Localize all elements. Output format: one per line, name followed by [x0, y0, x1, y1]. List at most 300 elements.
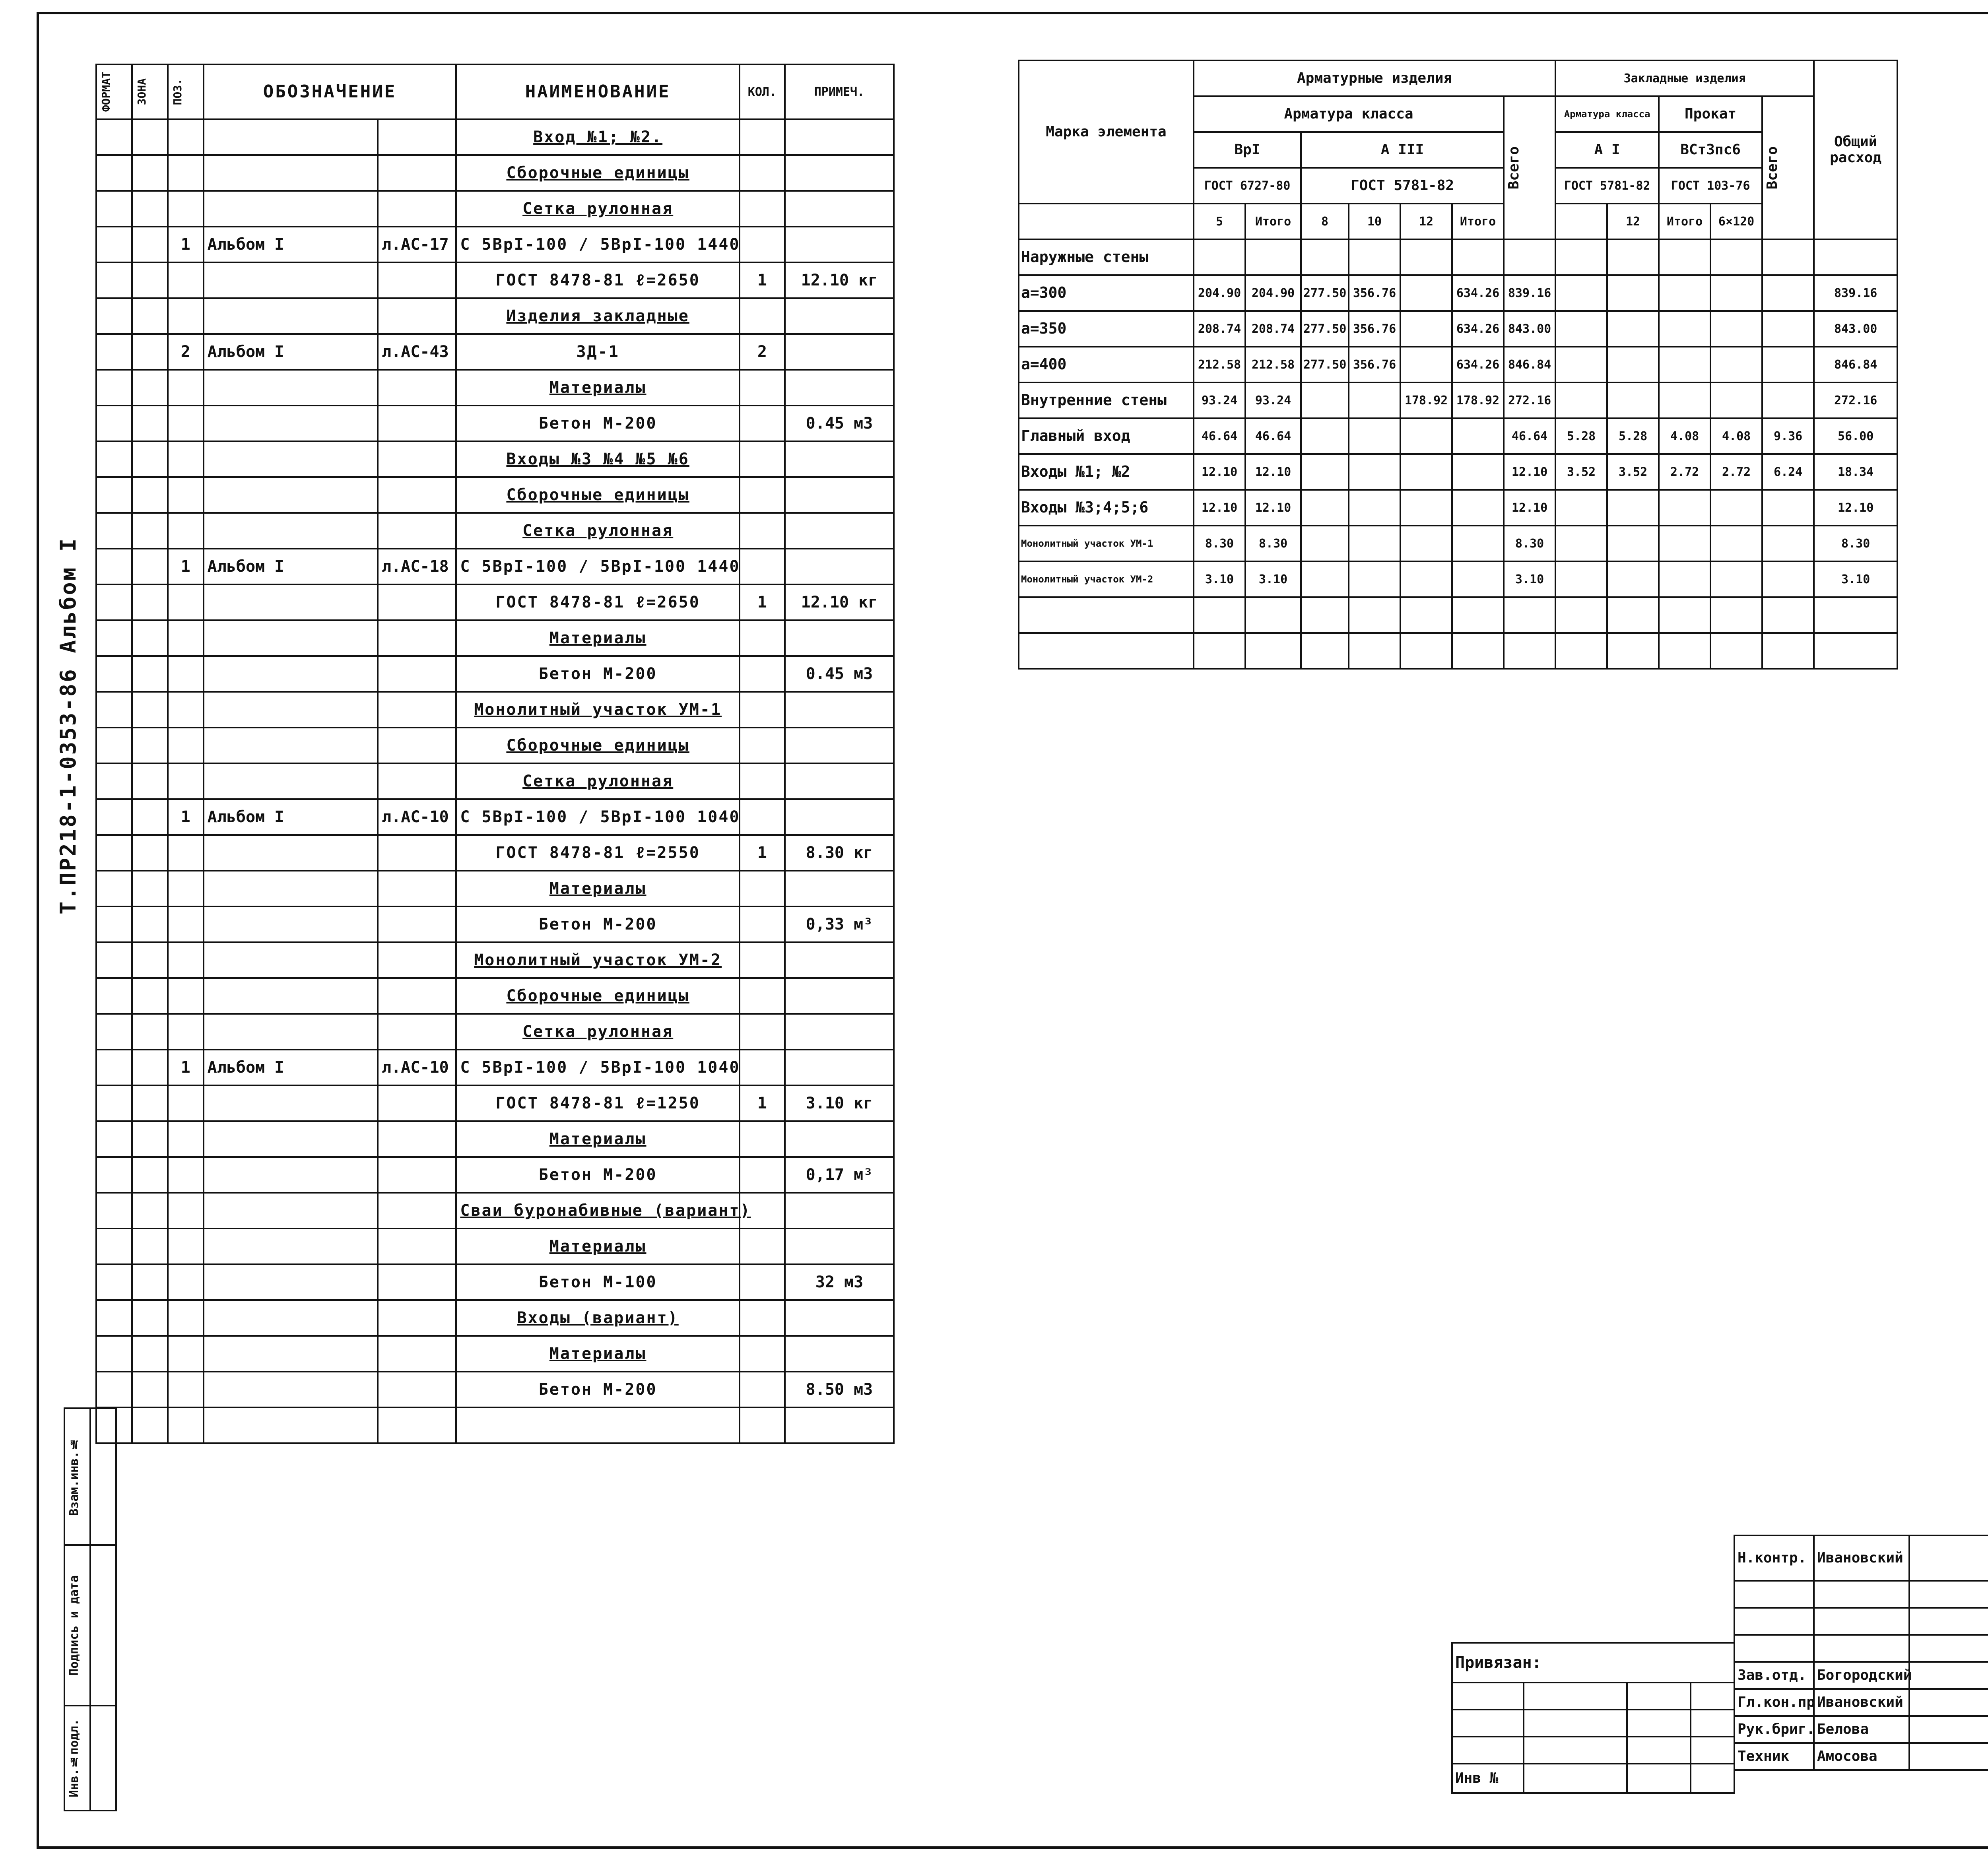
spec-row — [96, 1300, 894, 1336]
cell-poz — [168, 1336, 204, 1372]
cell-format — [96, 1157, 132, 1193]
h-vri: ВрI — [1194, 132, 1301, 168]
h-ai: А I — [1555, 132, 1659, 168]
steel-value: 3.52 — [1555, 454, 1607, 490]
privyazan-block — [1451, 1642, 1735, 1794]
cell-zona — [132, 978, 168, 1014]
strip-cell: Инв.№подл. — [64, 1706, 90, 1811]
steel-value — [1710, 311, 1762, 347]
h-vst: ВСт3пс6 — [1659, 132, 1762, 168]
priv-cell — [1691, 1764, 1734, 1793]
cell-poz: 1 — [168, 227, 204, 262]
cell-zona — [132, 1085, 168, 1121]
steel-row-label: Входы №3;4;5;6 — [1019, 490, 1194, 526]
steel-row — [1019, 561, 1897, 597]
h-armatura-klassa-small: Арматура класса — [1555, 96, 1659, 132]
steel-value — [1400, 311, 1452, 347]
cell-primech: 8.50 м3 — [785, 1372, 894, 1407]
cell-list — [378, 942, 456, 978]
steel-value — [1607, 633, 1659, 669]
cell-format — [96, 477, 132, 513]
steel-value — [1555, 382, 1607, 418]
steel-value — [1400, 275, 1452, 311]
steel-value — [1400, 454, 1452, 490]
cell-format — [96, 227, 132, 262]
cell-list — [378, 906, 456, 942]
cell-naimenovanie: Бетон М-200 — [456, 1372, 740, 1407]
spec-row — [96, 1085, 894, 1121]
steel-value — [1452, 239, 1504, 275]
cell-kol — [740, 871, 785, 906]
spec-row — [96, 763, 894, 799]
cell-naimenovanie: С 5ВрI-100 / 5ВрI-100 1440 — [456, 227, 740, 262]
cell-primech — [785, 119, 894, 155]
cell-primech — [785, 871, 894, 906]
steel-value: 843.00 — [1814, 311, 1897, 347]
strip-cell — [90, 1408, 116, 1545]
steel-value: 5.28 — [1607, 418, 1659, 454]
title-block — [1734, 1535, 1988, 1771]
cell-naimenovanie: Материалы — [456, 1229, 740, 1264]
spec-row — [96, 620, 894, 656]
cell-poz — [168, 441, 204, 477]
cell-list — [378, 1014, 456, 1050]
cell-primech: 0.45 м3 — [785, 406, 894, 441]
cell-format — [96, 692, 132, 728]
spec-row — [96, 692, 894, 728]
cell-kol — [740, 1014, 785, 1050]
role-name: Амосова — [1814, 1743, 1909, 1770]
steel-value — [1555, 347, 1607, 382]
steel-value — [1349, 454, 1400, 490]
cell-list — [378, 656, 456, 692]
steel-value — [1659, 347, 1710, 382]
cell-zona — [132, 620, 168, 656]
cell-oboznachenie — [204, 1407, 378, 1443]
cell-naimenovanie: С 5ВрI-100 / 5ВрI-100 1440 — [456, 549, 740, 584]
steel-value: 208.74 — [1194, 311, 1245, 347]
steel-value — [1301, 382, 1349, 418]
spec-row — [96, 334, 894, 370]
cell-poz — [168, 155, 204, 191]
cell-kol — [740, 1336, 785, 1372]
steel-value — [1814, 597, 1897, 633]
cell-format — [96, 1372, 132, 1407]
role-name — [1814, 1635, 1909, 1662]
steel-value — [1400, 526, 1452, 561]
spec-header-row — [96, 64, 894, 119]
steel-row — [1019, 382, 1897, 418]
cell-kol — [740, 549, 785, 584]
cell-kol — [740, 763, 785, 799]
cell-poz — [168, 1193, 204, 1229]
cell-poz — [168, 119, 204, 155]
priv-cell — [1524, 1737, 1627, 1764]
steel-value — [1814, 633, 1897, 669]
cell-kol — [740, 441, 785, 477]
steel-value: 634.26 — [1452, 275, 1504, 311]
left-stamp-strip — [64, 1407, 117, 1811]
cell-naimenovanie: Бетон М-200 — [456, 1157, 740, 1193]
steel-value: 277.50 — [1301, 275, 1349, 311]
steel-value: 843.00 — [1504, 311, 1555, 347]
spec-row — [96, 1407, 894, 1443]
cell-primech — [785, 298, 894, 334]
cell-kol — [740, 119, 785, 155]
cell-list — [378, 584, 456, 620]
cell-zona — [132, 1157, 168, 1193]
steel-row-label — [1019, 633, 1194, 669]
cell-format — [96, 155, 132, 191]
cell-zona — [132, 119, 168, 155]
sub-itogo: Итого — [1452, 204, 1504, 239]
cell-list — [378, 370, 456, 406]
steel-value — [1245, 597, 1301, 633]
signature-cell — [1909, 1581, 1988, 1608]
steel-value — [1659, 382, 1710, 418]
cell-kol — [740, 227, 785, 262]
role-label — [1734, 1635, 1814, 1662]
cell-zona — [132, 441, 168, 477]
cell-zona — [132, 1050, 168, 1085]
steel-row-label: Наружные стены — [1019, 239, 1194, 275]
cell-zona — [132, 549, 168, 584]
cell-oboznachenie: Альбом I — [204, 227, 378, 262]
cell-oboznachenie — [204, 1264, 378, 1300]
cell-zona — [132, 1264, 168, 1300]
cell-naimenovanie: Сетка рулонная — [456, 191, 740, 227]
steel-value — [1762, 347, 1814, 382]
cell-format — [96, 1193, 132, 1229]
col-zona: ЗОНА — [132, 64, 168, 119]
spec-row — [96, 370, 894, 406]
spec-row — [96, 441, 894, 477]
h-vsego-gap — [1555, 204, 1607, 239]
cell-primech — [785, 692, 894, 728]
steel-value — [1452, 490, 1504, 526]
priv-cell — [1452, 1737, 1524, 1764]
cell-list — [378, 298, 456, 334]
steel-value — [1607, 275, 1659, 311]
cell-zona — [132, 1336, 168, 1372]
cell-format — [96, 1085, 132, 1121]
steel-value — [1710, 597, 1762, 633]
priv-cell — [1524, 1764, 1627, 1793]
steel-row-label: a=400 — [1019, 347, 1194, 382]
steel-value: 12.10 — [1194, 454, 1245, 490]
cell-zona — [132, 370, 168, 406]
steel-value — [1349, 490, 1400, 526]
cell-poz — [168, 1085, 204, 1121]
spec-row — [96, 1193, 894, 1229]
h-vsego-1: Всего — [1504, 96, 1555, 239]
cell-poz — [168, 262, 204, 298]
sub-8: 8 — [1301, 204, 1349, 239]
priv-cell — [1627, 1737, 1691, 1764]
cell-format — [96, 728, 132, 763]
cell-kol — [740, 1157, 785, 1193]
cell-format — [96, 1264, 132, 1300]
steel-value — [1555, 633, 1607, 669]
steel-value: 12.10 — [1504, 490, 1555, 526]
steel-value: 3.10 — [1194, 561, 1245, 597]
steel-value: 3.52 — [1607, 454, 1659, 490]
cell-oboznachenie — [204, 978, 378, 1014]
cell-naimenovanie: ГОСТ 8478-81 ℓ=2650 — [456, 262, 740, 298]
cell-naimenovanie: Бетон М-200 — [456, 656, 740, 692]
steel-value — [1710, 490, 1762, 526]
cell-format — [96, 1121, 132, 1157]
cell-kol — [740, 692, 785, 728]
steel-value — [1400, 490, 1452, 526]
cell-kol — [740, 298, 785, 334]
cell-primech: 0,17 м³ — [785, 1157, 894, 1193]
steel-value: 3.10 — [1245, 561, 1301, 597]
steel-value — [1349, 382, 1400, 418]
cell-primech — [785, 1407, 894, 1443]
cell-naimenovanie: Материалы — [456, 370, 740, 406]
cell-primech — [785, 549, 894, 584]
h-gost103: ГОСТ 103-76 — [1659, 168, 1762, 204]
steel-row — [1019, 597, 1897, 633]
spec-row — [96, 1372, 894, 1407]
cell-oboznachenie — [204, 477, 378, 513]
priv-cell — [1452, 1683, 1524, 1710]
steel-value — [1504, 239, 1555, 275]
steel-value — [1504, 633, 1555, 669]
cell-naimenovanie — [456, 1407, 740, 1443]
h-gost5781b: ГОСТ 5781-82 — [1555, 168, 1659, 204]
steel-value: 272.16 — [1814, 382, 1897, 418]
steel-value — [1710, 347, 1762, 382]
spec-row — [96, 155, 894, 191]
steel-value — [1659, 561, 1710, 597]
cell-list — [378, 1085, 456, 1121]
cell-format — [96, 942, 132, 978]
strip-cell — [90, 1706, 116, 1811]
cell-poz: 1 — [168, 799, 204, 835]
cell-oboznachenie — [204, 906, 378, 942]
steel-value: 846.84 — [1504, 347, 1555, 382]
steel-value: 634.26 — [1452, 347, 1504, 382]
cell-oboznachenie — [204, 620, 378, 656]
steel-value: 204.90 — [1245, 275, 1301, 311]
cell-primech: 3.10 кг — [785, 1085, 894, 1121]
steel-value: 6.24 — [1762, 454, 1814, 490]
cell-oboznachenie — [204, 871, 378, 906]
role-name — [1814, 1581, 1909, 1608]
cell-list — [378, 1121, 456, 1157]
h-vsego-2: Всего — [1762, 96, 1814, 239]
steel-value: 277.50 — [1301, 347, 1349, 382]
cell-format — [96, 906, 132, 942]
cell-zona — [132, 334, 168, 370]
steel-value: 212.58 — [1245, 347, 1301, 382]
steel-value — [1400, 239, 1452, 275]
priv-cell — [1627, 1710, 1691, 1737]
steel-value: 272.16 — [1504, 382, 1555, 418]
cell-primech — [785, 978, 894, 1014]
steel-value: 2.72 — [1710, 454, 1762, 490]
cell-list — [378, 692, 456, 728]
cell-kol — [740, 191, 785, 227]
steel-value — [1452, 526, 1504, 561]
steel-value — [1607, 597, 1659, 633]
cell-list — [378, 728, 456, 763]
cell-list — [378, 763, 456, 799]
cell-primech — [785, 1193, 894, 1229]
steel-value: 93.24 — [1194, 382, 1245, 418]
steel-value — [1710, 561, 1762, 597]
cell-poz — [168, 906, 204, 942]
steel-value — [1710, 633, 1762, 669]
priv-cell — [1691, 1683, 1734, 1710]
steel-value — [1710, 239, 1762, 275]
cell-poz — [168, 692, 204, 728]
cell-list — [378, 191, 456, 227]
cell-format — [96, 119, 132, 155]
cell-poz — [168, 1014, 204, 1050]
steel-value — [1555, 490, 1607, 526]
cell-format — [96, 191, 132, 227]
steel-value — [1301, 490, 1349, 526]
cell-format — [96, 799, 132, 835]
cell-poz — [168, 728, 204, 763]
spec-row — [96, 549, 894, 584]
spec-row — [96, 1121, 894, 1157]
cell-format — [96, 549, 132, 584]
steel-value — [1194, 239, 1245, 275]
cell-poz: 1 — [168, 1050, 204, 1085]
steel-value — [1607, 311, 1659, 347]
cell-oboznachenie: Альбом I — [204, 1050, 378, 1085]
signature-cell — [1909, 1689, 1988, 1716]
steel-value — [1762, 311, 1814, 347]
priv-cell — [1524, 1683, 1627, 1710]
steel-value — [1607, 382, 1659, 418]
cell-naimenovanie: Сетка рулонная — [456, 1014, 740, 1050]
steel-value: 8.30 — [1194, 526, 1245, 561]
sub-12: 12 — [1400, 204, 1452, 239]
cell-primech — [785, 191, 894, 227]
cell-kol — [740, 1050, 785, 1085]
steel-value: 12.10 — [1245, 490, 1301, 526]
tb-row — [1734, 1608, 1988, 1635]
h-gost6727: ГОСТ 6727-80 — [1194, 168, 1301, 204]
cell-kol — [740, 1372, 785, 1407]
steel-value — [1452, 597, 1504, 633]
cell-format — [96, 441, 132, 477]
cell-kol — [740, 1300, 785, 1336]
steel-value — [1607, 490, 1659, 526]
cell-list: л.АС-43 — [378, 334, 456, 370]
cell-kol — [740, 370, 785, 406]
cell-poz — [168, 370, 204, 406]
cell-naimenovanie: Бетон М-100 — [456, 1264, 740, 1300]
steel-value — [1659, 490, 1710, 526]
steel-value — [1762, 239, 1814, 275]
strip-cell: Взам.инв.№ — [64, 1408, 90, 1545]
spec-row — [96, 262, 894, 298]
cell-list — [378, 1407, 456, 1443]
steel-value — [1762, 633, 1814, 669]
steel-value — [1349, 418, 1400, 454]
steel-value — [1301, 418, 1349, 454]
cell-format — [96, 1336, 132, 1372]
steel-value: 9.36 — [1762, 418, 1814, 454]
steel-value — [1301, 454, 1349, 490]
h-prokat: Прокат — [1659, 96, 1762, 132]
steel-value: 8.30 — [1504, 526, 1555, 561]
cell-primech — [785, 1300, 894, 1336]
cell-poz — [168, 835, 204, 871]
cell-zona — [132, 763, 168, 799]
h-armat-izd: Арматурные изделия — [1194, 60, 1555, 96]
cell-naimenovanie: Сборочные единицы — [456, 477, 740, 513]
cell-oboznachenie — [204, 1193, 378, 1229]
cell-poz — [168, 871, 204, 906]
steel-value — [1555, 526, 1607, 561]
cell-poz — [168, 298, 204, 334]
sub-10: 10 — [1349, 204, 1400, 239]
steel-row — [1019, 275, 1897, 311]
cell-primech — [785, 155, 894, 191]
cell-format — [96, 620, 132, 656]
cell-zona — [132, 513, 168, 549]
cell-format — [96, 262, 132, 298]
cell-list — [378, 406, 456, 441]
cell-poz — [168, 763, 204, 799]
spec-row — [96, 406, 894, 441]
role-label — [1734, 1608, 1814, 1635]
signature-cell — [1909, 1743, 1988, 1770]
cell-list — [378, 262, 456, 298]
h-zakl-izd: Закладные изделия — [1555, 60, 1814, 96]
cell-naimenovanie: С 5ВрI-100 / 5ВрI-100 1040 — [456, 1050, 740, 1085]
steel-value — [1555, 311, 1607, 347]
tb-row — [1734, 1689, 1988, 1716]
cell-zona — [132, 728, 168, 763]
cell-format — [96, 1014, 132, 1050]
cell-oboznachenie — [204, 692, 378, 728]
steel-row — [1019, 311, 1897, 347]
spec-row — [96, 906, 894, 942]
steel-value — [1659, 311, 1710, 347]
cell-primech — [785, 441, 894, 477]
steel-consumption-table — [1018, 60, 1898, 670]
cell-oboznachenie — [204, 1014, 378, 1050]
steel-value: 846.84 — [1814, 347, 1897, 382]
steel-value — [1452, 561, 1504, 597]
role-label — [1734, 1581, 1814, 1608]
cell-zona — [132, 799, 168, 835]
cell-format — [96, 1229, 132, 1264]
steel-value: 839.16 — [1814, 275, 1897, 311]
spec-row — [96, 1050, 894, 1085]
cell-poz — [168, 1121, 204, 1157]
steel-value: 12.10 — [1194, 490, 1245, 526]
tb-row — [1734, 1662, 1988, 1689]
steel-row — [1019, 418, 1897, 454]
col-kol: КОЛ. — [740, 64, 785, 119]
steel-value: 93.24 — [1245, 382, 1301, 418]
steel-value: 4.08 — [1659, 418, 1710, 454]
role-name: Белова — [1814, 1716, 1909, 1743]
spec-row — [96, 1264, 894, 1300]
cell-oboznachenie — [204, 1085, 378, 1121]
spec-row — [96, 871, 894, 906]
cell-kol: 2 — [740, 334, 785, 370]
